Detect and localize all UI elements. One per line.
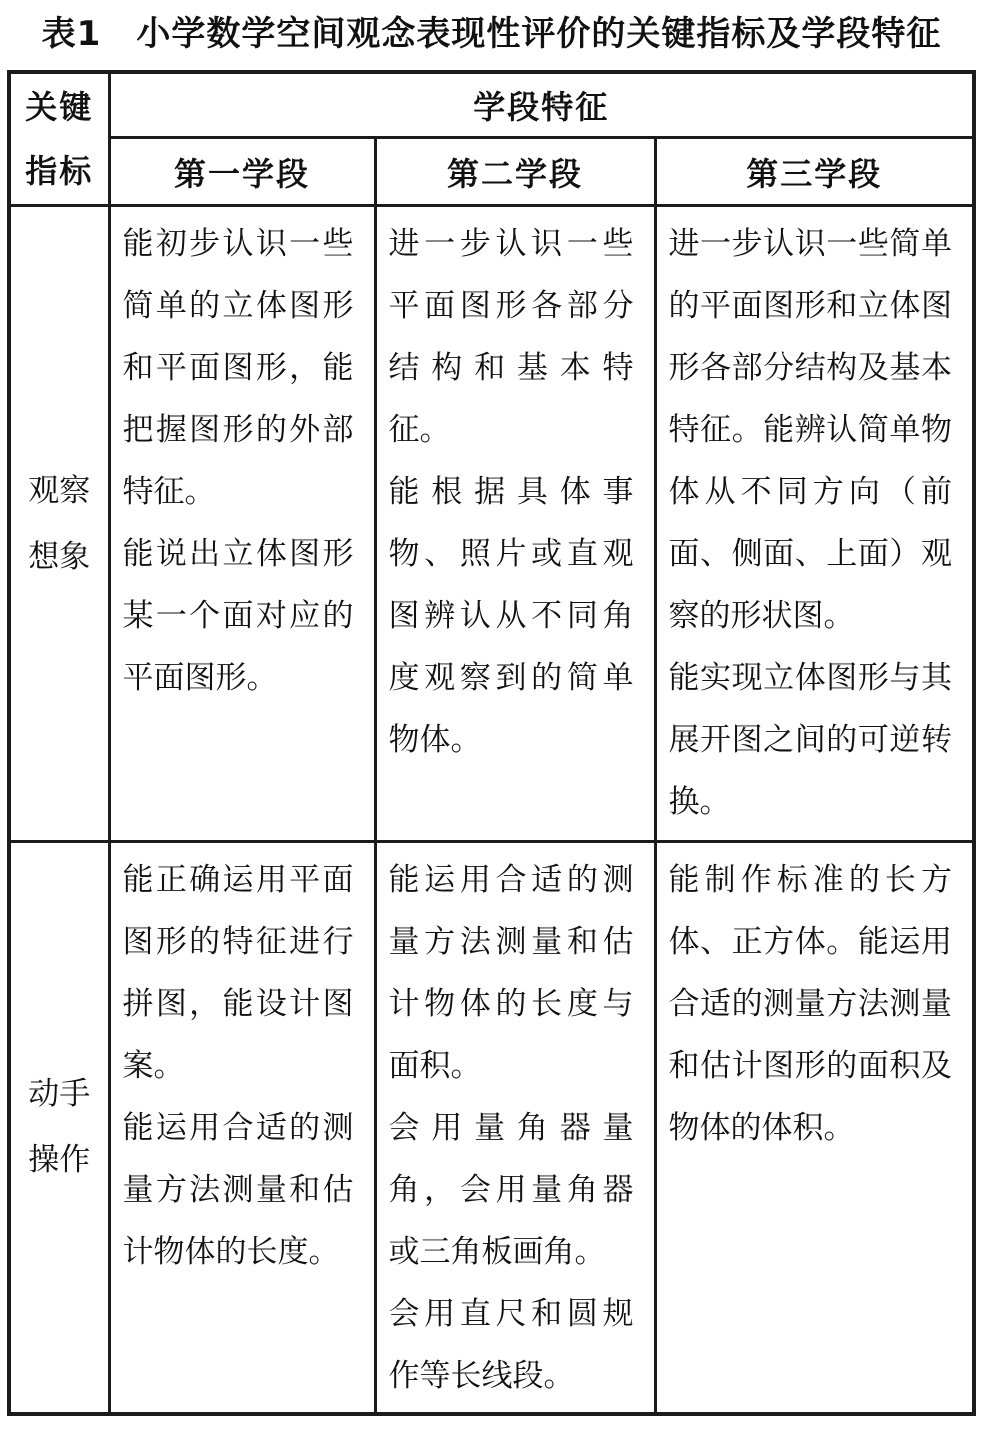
corner-header-line-2: 指标 xyxy=(25,152,94,190)
paragraph: 会用量角器量角，会用量角器或三角板画角。 xyxy=(388,1110,634,1270)
indicator-line-1: 动手 xyxy=(28,1076,91,1113)
page xyxy=(0,10,983,1416)
group-header-stage-characteristics: 学段特征 xyxy=(109,72,974,138)
paragraph: 能实现立体图形与其展开图之间的可逆转换。 xyxy=(668,660,952,820)
paragraph: 进一步认识一些简单的平面图形和立体图形各部分结构及基本特征。能辨认简单物体从不同方向（前面、侧面、上面）观察的形状图。 xyxy=(668,226,952,634)
cell-hands-on-stage-1 xyxy=(109,842,375,1414)
paragraph: 能制作标准的长方体、正方体。能运用合适的测量方法测量和估计图形的面积及物体的体积。 xyxy=(668,862,952,1146)
paragraph: 能说出立体图形某一个面对应的平面图形。 xyxy=(122,536,354,696)
paragraph: 能运用合适的测量方法测量和估计物体的长度。 xyxy=(122,1110,354,1270)
paragraph: 能初步认识一些简单的立体图形和平面图形，能把握图形的外部特征。 xyxy=(122,226,354,510)
indicator-line-2: 操作 xyxy=(28,1142,91,1179)
table-row-observe-imagine xyxy=(9,206,974,842)
paragraph: 进一步认识一些平面图形各部分结构和基本特征。 xyxy=(388,226,634,448)
cell-hands-on-stage-3 xyxy=(655,842,974,1414)
cell-observe-stage-2 xyxy=(375,206,655,842)
column-header-stage-2: 第二学段 xyxy=(375,138,655,206)
cell-observe-stage-3 xyxy=(655,206,974,842)
paragraph: 会用直尺和圆规作等长线段。 xyxy=(388,1296,634,1394)
paragraph: 能运用合适的测量方法测量和估计物体的长度与面积。 xyxy=(388,862,634,1084)
column-header-stage-1: 第一学段 xyxy=(109,138,375,206)
paragraph: 能根据具体事物、照片或直观图辨认从不同角度观察到的简单物体。 xyxy=(388,474,634,758)
indicators-table xyxy=(7,70,976,1416)
row-header-hands-on xyxy=(9,842,109,1414)
table-row-hands-on xyxy=(9,842,974,1414)
table-caption: 表1 小学数学空间观念表现性评价的关键指标及学段特征 xyxy=(41,14,942,54)
cell-observe-stage-1 xyxy=(109,206,375,842)
indicator-line-2: 想象 xyxy=(28,538,91,575)
row-header-observe-imagine xyxy=(9,206,109,842)
header-row-stages xyxy=(9,138,974,206)
indicator-line-1: 观察 xyxy=(28,472,91,509)
header-row-group xyxy=(9,72,974,138)
column-header-stage-3: 第三学段 xyxy=(655,138,974,206)
cell-hands-on-stage-2 xyxy=(375,842,655,1414)
paragraph: 能正确运用平面图形的特征进行拼图，能设计图案。 xyxy=(122,862,354,1084)
corner-header-key-indicator xyxy=(9,72,109,206)
corner-header-line-1: 关键 xyxy=(25,88,94,126)
